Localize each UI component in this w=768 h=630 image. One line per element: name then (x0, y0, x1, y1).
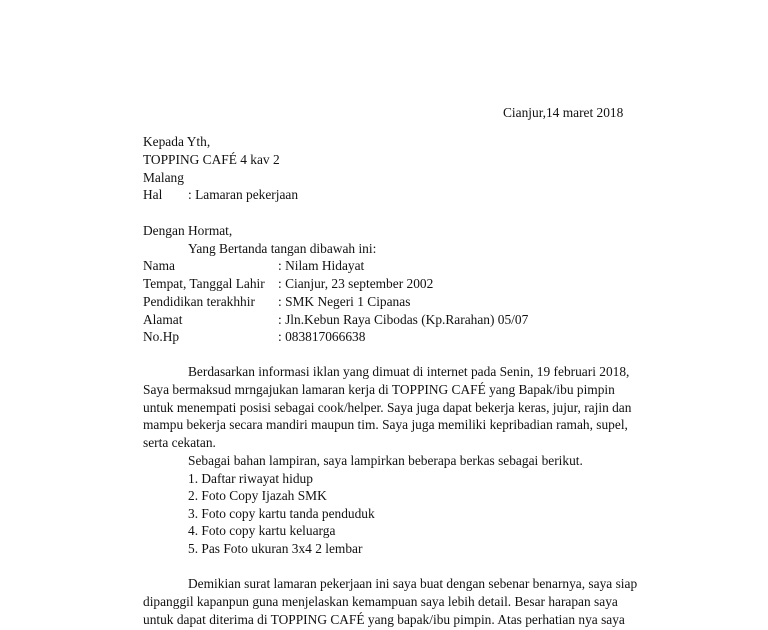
attachment-item: 2. Foto Copy Ijazah SMK (188, 488, 327, 503)
body-line-5: serta cekatan. (143, 435, 216, 450)
body-line-4: mampu bekerja secara mandiri maupun tim. Saya juga memiliki kepribadian ramah, supel, (143, 417, 628, 432)
attachment-item: 4. Foto copy kartu keluarga (188, 523, 336, 538)
body-line-1: Berdasarkan informasi iklan yang dimuat di internet pada Senin, 19 februari 2018, (188, 364, 630, 379)
field-label-nama: Nama (143, 258, 175, 273)
greeting: Dengan Hormat, (143, 223, 233, 238)
intro: Yang Bertanda tangan dibawah ini: (188, 241, 377, 256)
field-label-nohp: No.Hp (143, 329, 180, 344)
attachment-item: 5. Pas Foto ukuran 3x4 2 lembar (188, 541, 363, 556)
field-label-ttl: Tempat, Tanggal Lahir (143, 276, 265, 291)
closing-line-1: Demikian surat lamaran pekerjaan ini saya buat dengan sebenar benarnya, saya siap (188, 576, 638, 591)
attachments-intro: Sebagai bahan lampiran, saya lampirkan beberapa berkas sebagai berikut. (188, 453, 583, 468)
field-label-pendidikan: Pendidikan terakhhir (143, 294, 255, 309)
field-value-ttl: : Cianjur, 23 september 2002 (278, 276, 434, 291)
body-line-2: Saya bermaksud mrngajukan lamaran kerja di TOPPING CAFÉ yang Bapak/ibu pimpin (143, 382, 615, 397)
field-label-alamat: Alamat (143, 312, 183, 327)
recipient-line-3: Malang (143, 170, 184, 185)
closing-line-2: dipanggil kapanpun guna menjelaskan kemampuan saya lebih detail. Besar harapan saya (143, 594, 618, 609)
closing-line-3: untuk dapat diterima di TOPPING CAFÉ yang bapak/ibu pimpin. Atas perhatian nya saya (143, 612, 625, 627)
subject-value: : Lamaran pekerjaan (188, 187, 299, 202)
recipient-line-1: Kepada Yth, (143, 134, 211, 149)
field-value-alamat: : Jln.Kebun Raya Cibodas (Kp.Rarahan) 05/07 (278, 312, 529, 327)
recipient-line-2: TOPPING CAFÉ 4 kav 2 (143, 152, 280, 167)
field-value-pendidikan: : SMK Negeri 1 Cipanas (278, 294, 411, 309)
place-date: Cianjur,14 maret 2018 (503, 105, 624, 120)
body-line-3: untuk menempati posisi sebagai cook/helper. Saya juga dapat bekerja keras, jujur, rajin dan (143, 400, 632, 415)
field-value-nama: : Nilam Hidayat (278, 258, 365, 273)
field-value-nohp: : 083817066638 (278, 329, 366, 344)
subject-label: Hal (143, 187, 163, 202)
attachment-item: 3. Foto copy kartu tanda penduduk (188, 506, 375, 521)
attachment-item: 1. Daftar riwayat hidup (188, 471, 313, 486)
